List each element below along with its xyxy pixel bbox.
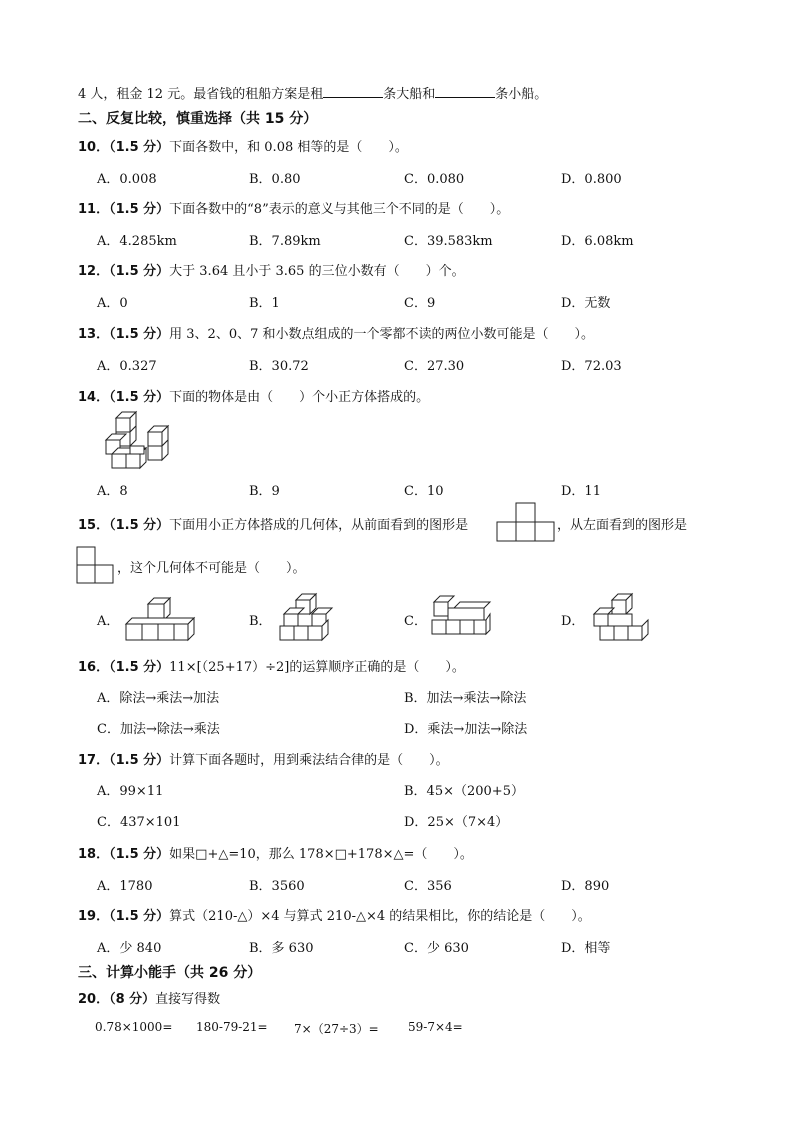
calc-item-4[interactable]: 59-7×4= [408, 1020, 463, 1034]
option-b[interactable]: B． [249, 614, 272, 629]
top-line-part3: 条小船。 [495, 87, 548, 102]
question-text: 计算下面各题时，用到乘法结合律的是（ ）。 [169, 753, 449, 768]
option-b-figure [272, 590, 338, 642]
question-number: 12． [78, 264, 110, 279]
answer-blank-2[interactable] [435, 85, 495, 98]
question-text: 用 3、2、0、7 和小数点组成的一个零都不读的两位小数可能是（ ）。 [169, 327, 595, 342]
option-b[interactable]: B．1 [249, 296, 280, 311]
question-score: （1.5 分） [109, 140, 170, 155]
option-b[interactable]: B．30.72 [249, 359, 309, 374]
option-a[interactable]: A．除法→乘法→加法 [97, 691, 220, 706]
calc-item-2[interactable]: 180-79-21= [196, 1020, 268, 1034]
option-c[interactable]: C．27.30 [404, 359, 465, 374]
option-d[interactable]: D．无数 [561, 296, 611, 311]
option-d[interactable]: D．72.03 [561, 359, 622, 374]
option-a[interactable]: A．少 840 [97, 941, 162, 956]
option-b[interactable]: B．7.89km [249, 234, 321, 249]
question-10 [78, 136, 408, 155]
option-a[interactable]: A．8 [97, 484, 128, 499]
option-d[interactable]: D．0.800 [561, 172, 622, 187]
option-b[interactable]: B．3560 [249, 879, 305, 894]
option-d[interactable]: D．11 [561, 484, 601, 499]
question-score: （1.5 分） [109, 847, 170, 862]
option-a[interactable]: A．4.285km [97, 234, 177, 249]
question-text: 11×[（25+17）÷2]的运算顺序正确的是（ ）。 [169, 660, 465, 675]
question-score: （1.5 分） [109, 390, 170, 405]
question-score: （1.5 分） [109, 327, 170, 342]
option-b[interactable]: B．9 [249, 484, 280, 499]
question-score: （1.5 分） [109, 660, 170, 675]
question-text: 直接写得数 [155, 992, 221, 1007]
option-c[interactable]: C．9 [404, 296, 436, 311]
question-text: 大于 3.64 且小于 3.65 的三位小数有（ ）个。 [169, 264, 465, 279]
option-c-figure [428, 592, 492, 638]
question-number: 16． [78, 660, 110, 675]
question-number: 14． [78, 390, 110, 405]
question-number: 17． [78, 753, 110, 768]
top-line-part2: 条大船和 [383, 87, 436, 102]
question-score: （8 分） [109, 992, 156, 1007]
option-c[interactable]: C．0.080 [404, 172, 465, 187]
option-a[interactable]: A．0.327 [97, 359, 157, 374]
option-d[interactable]: D．乘法→加法→除法 [404, 722, 528, 737]
question-number: 11． [78, 202, 110, 217]
option-c[interactable]: C．356 [404, 879, 452, 894]
question-text: 下面的物体是由（ ）个小正方体搭成的。 [169, 390, 430, 405]
option-b[interactable]: B．0.80 [249, 172, 301, 187]
question-15-text-c: ，这个几何体不可能是（ ）。 [117, 561, 306, 576]
option-b[interactable]: B．多 630 [249, 941, 314, 956]
option-d[interactable]: D．相等 [561, 941, 611, 956]
question-15-text-b: ，从左面看到的图形是 [557, 518, 688, 533]
option-d[interactable]: D． [561, 614, 585, 629]
option-c[interactable]: C．437×101 [97, 815, 181, 830]
section-3-title: 三、计算小能手（共 26 分） [78, 965, 262, 981]
option-c[interactable]: C．少 630 [404, 941, 469, 956]
option-a[interactable]: A．0 [97, 296, 128, 311]
cube-stack-figure [100, 408, 175, 470]
question-number: 13． [78, 327, 110, 342]
question-11 [78, 198, 509, 217]
option-c[interactable]: C．10 [404, 484, 444, 499]
left-view-figure [76, 546, 116, 586]
front-view-figure [496, 502, 556, 542]
calc-item-3[interactable]: 7×（27÷3）= [294, 1022, 379, 1036]
top-line-part1: 4 人，租金 12 元。最省钱的租船方案是租 [78, 87, 324, 102]
question-text: 下面各数中的“8”表示的意义与其他三个不同的是（ ）。 [169, 202, 510, 217]
question-number: 20． [78, 992, 110, 1007]
question-16 [78, 656, 465, 675]
option-b[interactable]: B．45×（200+5） [404, 784, 524, 799]
option-a[interactable]: A．1780 [97, 879, 153, 894]
option-d[interactable]: D．6.08km [561, 234, 634, 249]
question-score: （1.5 分） [109, 909, 170, 924]
section-2-title: 二、反复比较，慎重选择（共 15 分） [78, 111, 318, 127]
question-17 [78, 749, 449, 768]
question-score: （1.5 分） [109, 518, 170, 533]
question-13 [78, 323, 594, 342]
question-18 [78, 843, 473, 862]
option-b[interactable]: B．加法→乘法→除法 [404, 691, 527, 706]
question-number: 18． [78, 847, 110, 862]
question-number: 15． [78, 518, 110, 533]
question-score: （1.5 分） [109, 753, 170, 768]
question-score: （1.5 分） [109, 202, 170, 217]
question-12 [78, 260, 465, 279]
option-a[interactable]: A．99×11 [97, 784, 164, 799]
option-a[interactable]: A． [97, 614, 120, 629]
option-a[interactable]: A．0.008 [97, 172, 157, 187]
question-19 [78, 905, 591, 924]
question-text: 算式（210-△）×4 与算式 210-△×4 的结果相比，你的结论是（ ）。 [169, 909, 591, 924]
option-d-figure [588, 590, 654, 642]
question-text: 下面用小正方体搭成的几何体，从前面看到的图形是 [169, 518, 469, 533]
question-15 [78, 514, 468, 533]
answer-blank-1[interactable] [323, 85, 383, 98]
question-20 [78, 988, 220, 1007]
top-line [78, 83, 547, 102]
option-c[interactable]: C．加法→除法→乘法 [97, 722, 220, 737]
question-14 [78, 386, 429, 405]
question-number: 19． [78, 909, 110, 924]
calc-item-1[interactable]: 0.78×1000= [95, 1020, 173, 1034]
option-d[interactable]: D．890 [561, 879, 610, 894]
option-d[interactable]: D．25×（7×4） [404, 815, 509, 830]
question-score: （1.5 分） [109, 264, 170, 279]
question-text: 如果□+△=10，那么 178×□+178×△=（ ）。 [169, 847, 473, 862]
question-number: 10． [78, 140, 110, 155]
option-c[interactable]: C． [404, 614, 427, 629]
question-text: 下面各数中，和 0.08 相等的是（ ）。 [169, 140, 408, 155]
option-c[interactable]: C．39.583km [404, 234, 493, 249]
option-a-figure [120, 590, 196, 642]
